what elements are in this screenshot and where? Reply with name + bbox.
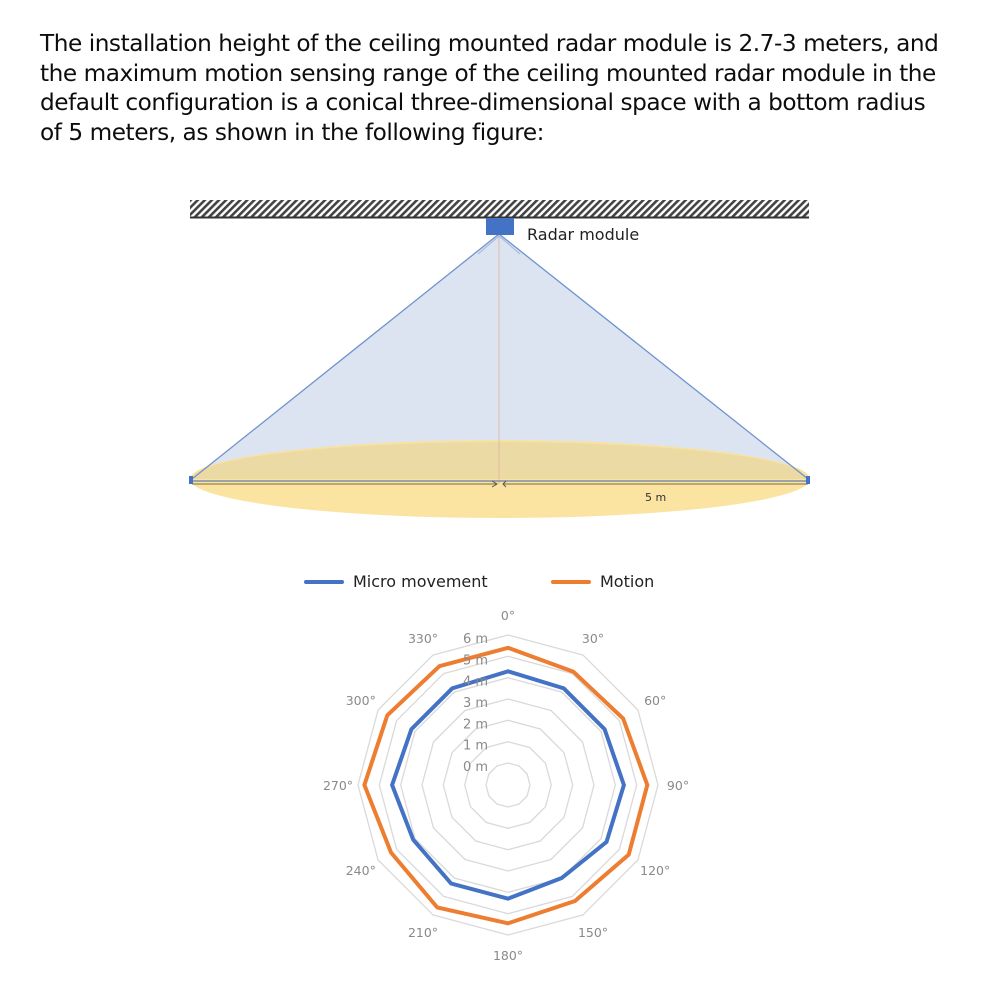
angle-tick-label: 90° bbox=[666, 778, 690, 793]
radial-tick-label: 3 m bbox=[463, 696, 489, 711]
radial-tick-label: 6 m bbox=[463, 632, 489, 647]
angle-tick-label: 0° bbox=[500, 608, 516, 623]
angle-tick-label: 300° bbox=[345, 693, 376, 708]
angle-tick-label: 270° bbox=[322, 778, 354, 793]
radial-tick-label: 1 m bbox=[463, 738, 489, 754]
angle-tick-label: 330° bbox=[407, 630, 439, 646]
radius-label: 5 m bbox=[645, 491, 667, 504]
radial-tick-label: 5 m bbox=[463, 653, 489, 669]
radial-tick-label: 2 m bbox=[463, 717, 489, 733]
intro-line: The installation height of the ceiling mounted radar module is 2.7-3 meters, and bbox=[40, 30, 939, 57]
angle-tick-label: 120° bbox=[640, 863, 671, 878]
intro-line: default configuration is a conical three-dimensional space with a bottom radius bbox=[40, 89, 926, 116]
angle-tick-label: 180° bbox=[492, 948, 524, 963]
series-line-motion bbox=[364, 648, 647, 924]
legend-label: Micro movement bbox=[353, 572, 488, 591]
legend-label: Motion bbox=[600, 572, 655, 591]
intro-line: the maximum motion sensing range of the ceiling mounted radar module in the bbox=[40, 59, 936, 87]
angle-tick-label: 60° bbox=[644, 693, 667, 708]
series-line-micro-movement bbox=[392, 671, 624, 898]
grid-ring bbox=[486, 763, 530, 807]
intro-line: of 5 meters, as shown in the following figure: bbox=[40, 118, 545, 146]
radar-series bbox=[364, 648, 647, 924]
angle-tick-label: 240° bbox=[345, 863, 376, 878]
angle-tick-label: 150° bbox=[577, 925, 609, 941]
radar-module-label: Radar module bbox=[527, 225, 640, 244]
angle-tick-labels bbox=[323, 608, 689, 963]
radial-tick-label: 0 m bbox=[463, 760, 489, 775]
grid-ring bbox=[465, 742, 552, 829]
radial-tick-label: 4 m bbox=[463, 674, 489, 690]
grid-ring bbox=[422, 699, 594, 871]
radial-tick-labels bbox=[463, 632, 488, 775]
radar-grid bbox=[358, 635, 658, 935]
grid-ring bbox=[358, 635, 658, 935]
angle-tick-label: 210° bbox=[407, 925, 439, 941]
angle-tick-label: 30° bbox=[581, 630, 605, 646]
